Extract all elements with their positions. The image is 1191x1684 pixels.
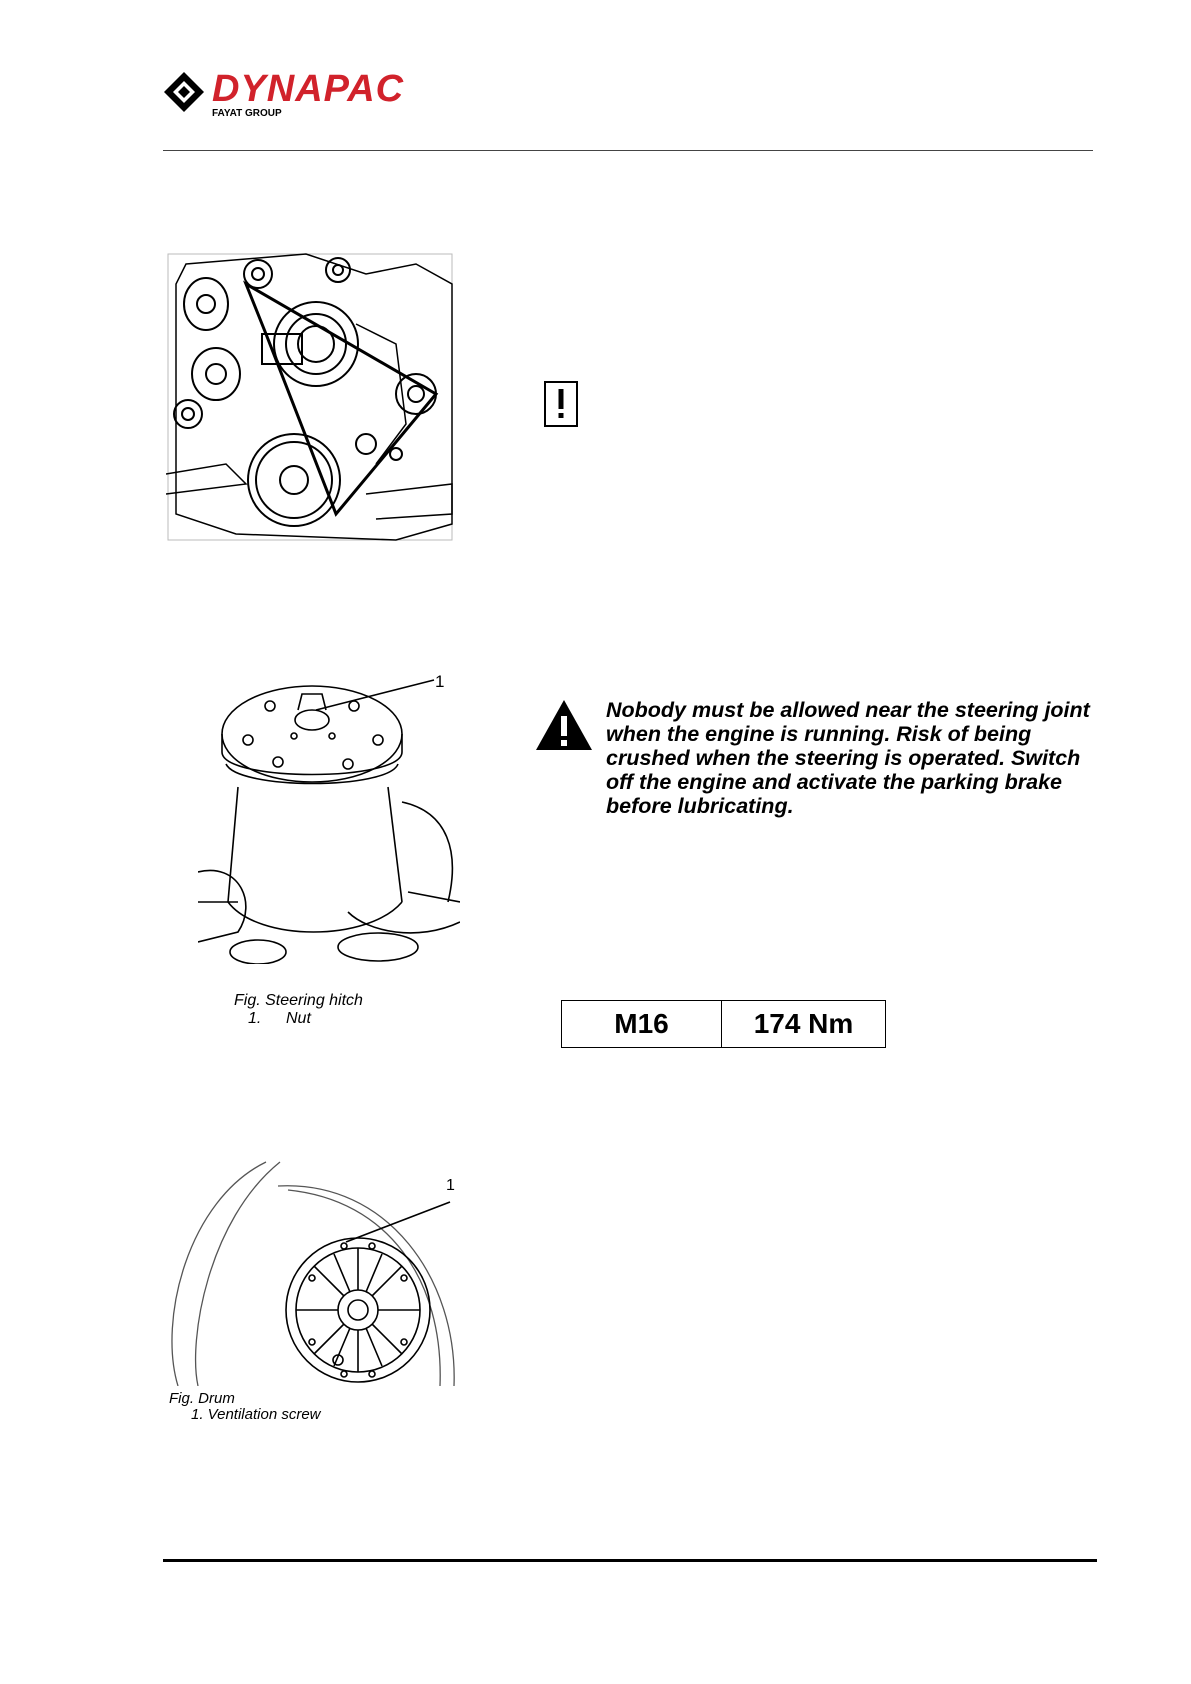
drum-figure-caption: Fig. Drum — [169, 1390, 235, 1407]
drum-callout-number: 1 — [446, 1177, 455, 1194]
drum-figure — [168, 1160, 460, 1386]
steering-figure-legend-item — [248, 1010, 311, 1028]
exclamation-box-icon — [544, 381, 578, 427]
warning-triangle-icon — [534, 698, 594, 752]
warning-text: Nobody must be allowed near the steering joint when the engine is running. Risk of being crushed when the steering is operated. Switch off the engine and activate the parking brake before lubricating. — [606, 698, 1090, 818]
torque-table — [561, 1000, 886, 1048]
footer-divider — [163, 1559, 1097, 1562]
legend-item-number: 1. — [248, 1010, 262, 1027]
logo-diamond-icon — [162, 70, 206, 114]
table-row — [562, 1001, 886, 1048]
steering-figure-caption: Fig. Steering hitch — [234, 992, 363, 1009]
bolt-size-cell: M16 — [562, 1001, 722, 1048]
engine-belt-figure — [166, 244, 454, 544]
header-divider — [163, 150, 1093, 151]
legend-item-label: Nut — [286, 1010, 311, 1027]
steering-hitch-figure — [198, 672, 460, 964]
brand-name: DYNAPAC — [212, 68, 405, 110]
brand-group: FAYAT GROUP — [212, 108, 282, 119]
steering-callout-number: 1 — [435, 672, 445, 691]
torque-value-cell: 174 Nm — [722, 1001, 886, 1048]
drum-figure-legend-item: 1. Ventilation screw — [191, 1406, 321, 1423]
